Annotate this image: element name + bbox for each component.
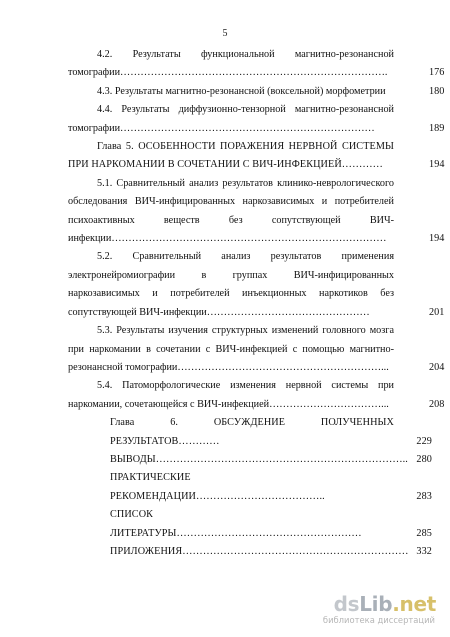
toc-entry-page: 189 (429, 122, 445, 134)
toc-entry-page: 194 (429, 233, 445, 245)
toc-entry-page: 332 (416, 545, 432, 557)
toc-entry-page: 283 (416, 490, 432, 502)
toc-entry-page: 194 (429, 159, 445, 171)
watermark-logo (334, 593, 436, 615)
table-of-contents (68, 46, 445, 561)
page-number: 5 (222, 28, 228, 39)
toc-entry-page: 208 (429, 398, 445, 410)
watermark-logo-ds: ds (333, 592, 360, 616)
toc-entry-text: 5.3. Результаты изучения структурных изменений головного мозга при наркомании в сочетании с ВИЧ-инфекцией с помощью магнитно-резонансной томографии……………………………………………………... (68, 325, 394, 373)
toc-entry-5-2 (68, 248, 445, 322)
toc-entry-chapter-5 (68, 138, 445, 175)
toc-entry-text: 4.2. Результаты функциональной магнитно-резонансной томографии……………………………………………………………………. (68, 49, 394, 79)
toc-entry-text: 4.4. Результаты диффузионно-тензорной магнитно-резонансной томографии………………………………………………………………… (68, 104, 394, 134)
toc-entry-text: 5.2. Сравнительный анализ результатов применения электронейромиографии в группах ВИЧ-инфицированных наркозависимых и потребителей инъекционных наркотиков без сопутствующей ВИЧ-инфекции………………………………………… (68, 251, 394, 318)
toc-entry-page: 229 (416, 435, 432, 447)
toc-entry-bibliography (68, 506, 432, 543)
toc-entry-text: 5.1. Сравнительный анализ результатов клинико-неврологического обследования ВИЧ-инфицированных наркозависимых и потребителей психоактивных веществ без сопутствующей ВИЧ-инфекции……………………………………………………………………… (68, 177, 394, 245)
toc-entry-text: ПРИЛОЖЕНИЯ………………………………………………………… (110, 545, 409, 557)
toc-entry-4-4 (68, 101, 445, 138)
toc-entry-text: ПРАКТИЧЕСКИЕ РЕКОМЕНДАЦИИ……………………………….. (110, 472, 325, 502)
toc-entry-text: СПИСОК ЛИТЕРАТУРЫ……………………………………………… (110, 509, 362, 539)
toc-entry-text: ВЫВОДЫ……………………………………………………………….. (110, 453, 408, 465)
toc-entry-page: 180 (429, 85, 445, 97)
toc-entry-page: 176 (429, 67, 445, 79)
toc-entry-chapter-6 (68, 414, 432, 451)
toc-entry-recommendations (68, 469, 432, 506)
toc-entry-text: 4.3. Результаты магнитно-резонансной (воксельной) морфометрии (97, 85, 386, 97)
toc-entry-4-3 (68, 83, 445, 101)
toc-entry-5-1 (68, 175, 445, 249)
toc-entry-appendices (68, 543, 432, 561)
toc-entry-text: Глава 6. ОБСУЖДЕНИЕ ПОЛУЧЕННЫХ РЕЗУЛЬТАТОВ………… (110, 417, 394, 447)
toc-entry-page: 201 (429, 306, 445, 318)
toc-entry-page: 204 (429, 361, 445, 373)
toc-entry-4-2 (68, 46, 445, 83)
toc-entry-5-3 (68, 322, 445, 377)
watermark-caption: библиотека диссертаций (322, 615, 435, 625)
watermark-logo-net: .net (392, 592, 436, 616)
toc-entry-conclusions (68, 451, 432, 469)
watermark (316, 593, 436, 627)
toc-entry-text: Глава 5. ОСОБЕННОСТИ ПОРАЖЕНИЯ НЕРВНОЙ СИСТЕМЫ ПРИ НАРКОМАНИИ В СОЧЕТАНИИ С ВИЧ-ИНФЕКЦИЕЙ………… (68, 141, 394, 171)
toc-entry-text: 5.4. Патоморфологические изменения нервной системы при наркомании, сочетающейся с ВИЧ-инфекцией……………………………... (68, 380, 394, 410)
toc-entry-page: 280 (416, 453, 432, 465)
toc-entry-5-4 (68, 377, 445, 414)
toc-entry-page: 285 (416, 527, 432, 539)
watermark-logo-lib: Lib (359, 592, 393, 616)
